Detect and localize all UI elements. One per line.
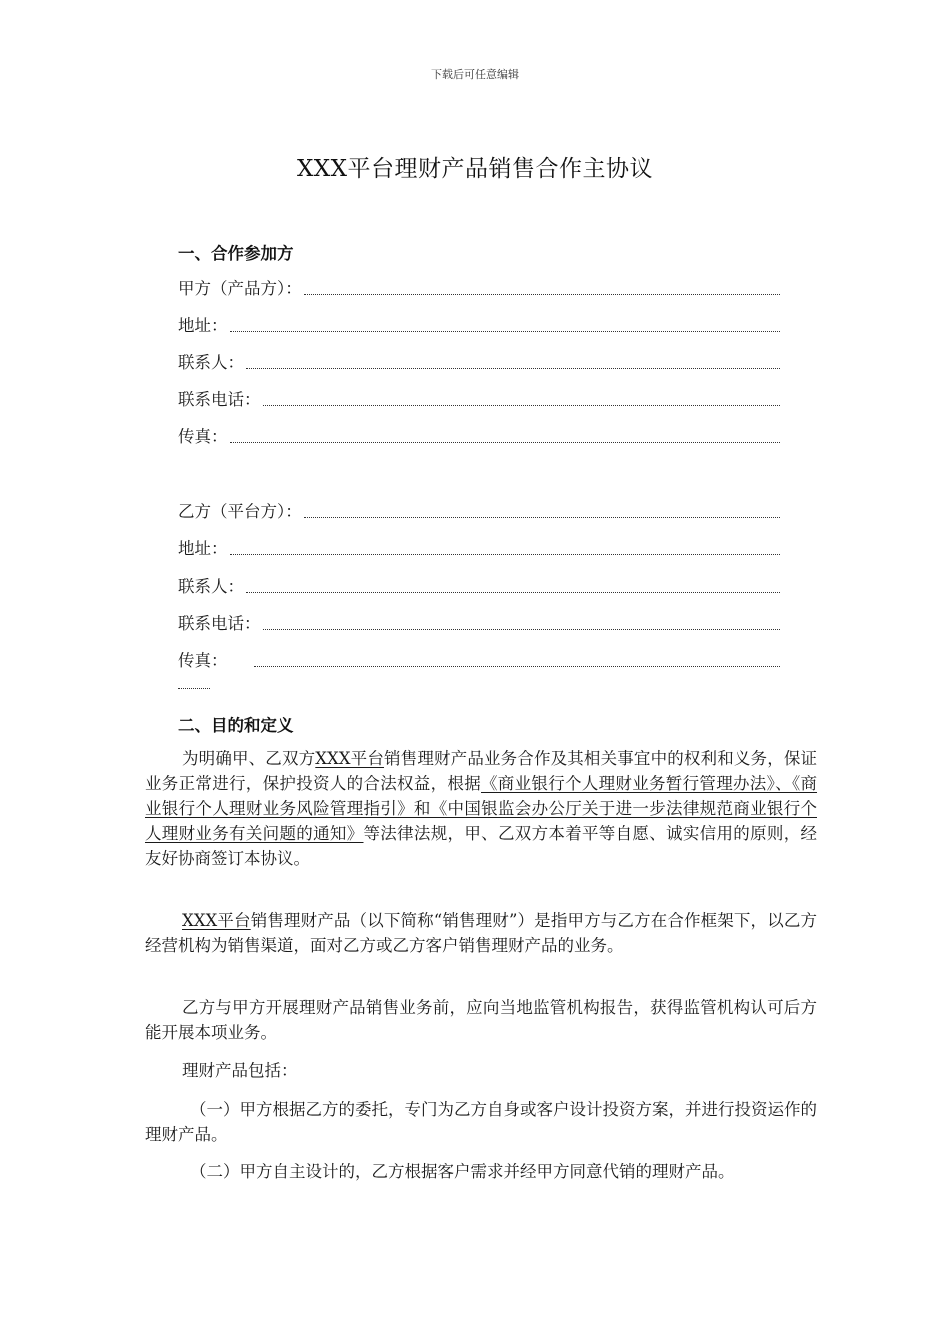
p1-regulations-reference: 《商业银行个人理财业务暂行管理办法》、《商业银行个人理财业务风险管理指引》和《中国银监会办公厅关于进一步法律规范商业银行个人理财业务有关问题的通知》: [145, 774, 818, 843]
section-heading-purpose: 二、目的和定义: [178, 716, 294, 735]
paragraph-products-intro: 理财产品包括：: [182, 1061, 298, 1080]
party-a-contact-field[interactable]: [178, 351, 780, 373]
paragraph-product-type-2: （二）甲方自主设计的，乙方根据客户需求并经甲方同意代销的理财产品。: [190, 1162, 735, 1181]
paragraph-definition: [145, 908, 817, 958]
party-b-phone-label: 联系电话：: [178, 614, 261, 633]
party-a-address-blank[interactable]: [230, 330, 781, 332]
party-b-fax-blank-continuation: [178, 688, 210, 689]
party-a-address-label: 地址：: [178, 316, 228, 335]
document-title: XXX平台理财产品销售合作主协议: [296, 156, 654, 182]
party-b-contact-blank[interactable]: [246, 591, 780, 593]
party-b-fax-field[interactable]: [178, 649, 780, 671]
paragraph-regulatory-report: 乙方与甲方开展理财产品销售业务前，应向当地监管机构报告，获得监管机构认可后方能开展本项业务。: [145, 998, 817, 1042]
section-heading-parties: 一、合作参加方: [178, 244, 294, 263]
party-b-address-field[interactable]: [178, 537, 780, 559]
p1-text-3: 等法律法规，甲、乙双方本着平等自愿、诚实信用的原则，经友好协商签订本协议。: [145, 824, 818, 868]
party-b-contact-label: 联系人：: [178, 577, 244, 596]
party-b-address-label: 地址：: [178, 539, 228, 558]
party-a-address-field[interactable]: [178, 314, 780, 336]
party-b-name-blank[interactable]: [304, 516, 780, 518]
p1-platform-name: XXX平台: [315, 749, 385, 768]
paragraph-product-type-1: （一）甲方根据乙方的委托，专门为乙方自身或客户设计投资方案，并进行投资运作的理财产品。: [145, 1100, 817, 1144]
party-b-name-label: 乙方（平台方）：: [178, 502, 302, 521]
p1-text-2: 销售理财产品业务合作及其相关事宜中的权利和义务，保证业务正常进行，保护投资人的合法权益，根据: [145, 749, 818, 793]
party-a-phone-field[interactable]: [178, 388, 780, 410]
party-a-contact-label: 联系人：: [178, 353, 244, 372]
party-b-fax-blank[interactable]: [254, 665, 781, 667]
party-b-contact-field[interactable]: [178, 575, 780, 597]
party-a-fax-label: 传真：: [178, 427, 228, 446]
p2-text: 销售理财产品（以下简称“销售理财”）是指甲方与乙方在合作框架下，以乙方经营机构为销售渠道，面对乙方或乙方客户销售理财产品的业务。: [145, 911, 817, 955]
party-a-fax-field[interactable]: [178, 425, 780, 447]
p2-platform-name: XXX平台: [182, 911, 251, 930]
header-note: 下载后可任意编辑: [431, 68, 519, 81]
party-b-phone-blank[interactable]: [263, 628, 781, 630]
party-b-phone-field[interactable]: [178, 612, 780, 634]
party-a-name-field[interactable]: [178, 277, 780, 299]
party-a-contact-blank[interactable]: [246, 367, 780, 369]
party-a-phone-blank[interactable]: [263, 404, 781, 406]
party-a-name-label: 甲方（产品方）：: [178, 279, 302, 298]
party-b-name-field[interactable]: [178, 500, 780, 522]
paragraph-purpose: [145, 746, 817, 871]
party-b-address-blank[interactable]: [230, 553, 781, 555]
party-a-name-blank[interactable]: [304, 293, 780, 295]
party-a-fax-blank[interactable]: [230, 441, 781, 443]
party-a-phone-label: 联系电话：: [178, 390, 261, 409]
party-b-fax-label: 传真：: [178, 651, 228, 670]
p1-text-1: 为明确甲、乙双方: [182, 749, 316, 768]
